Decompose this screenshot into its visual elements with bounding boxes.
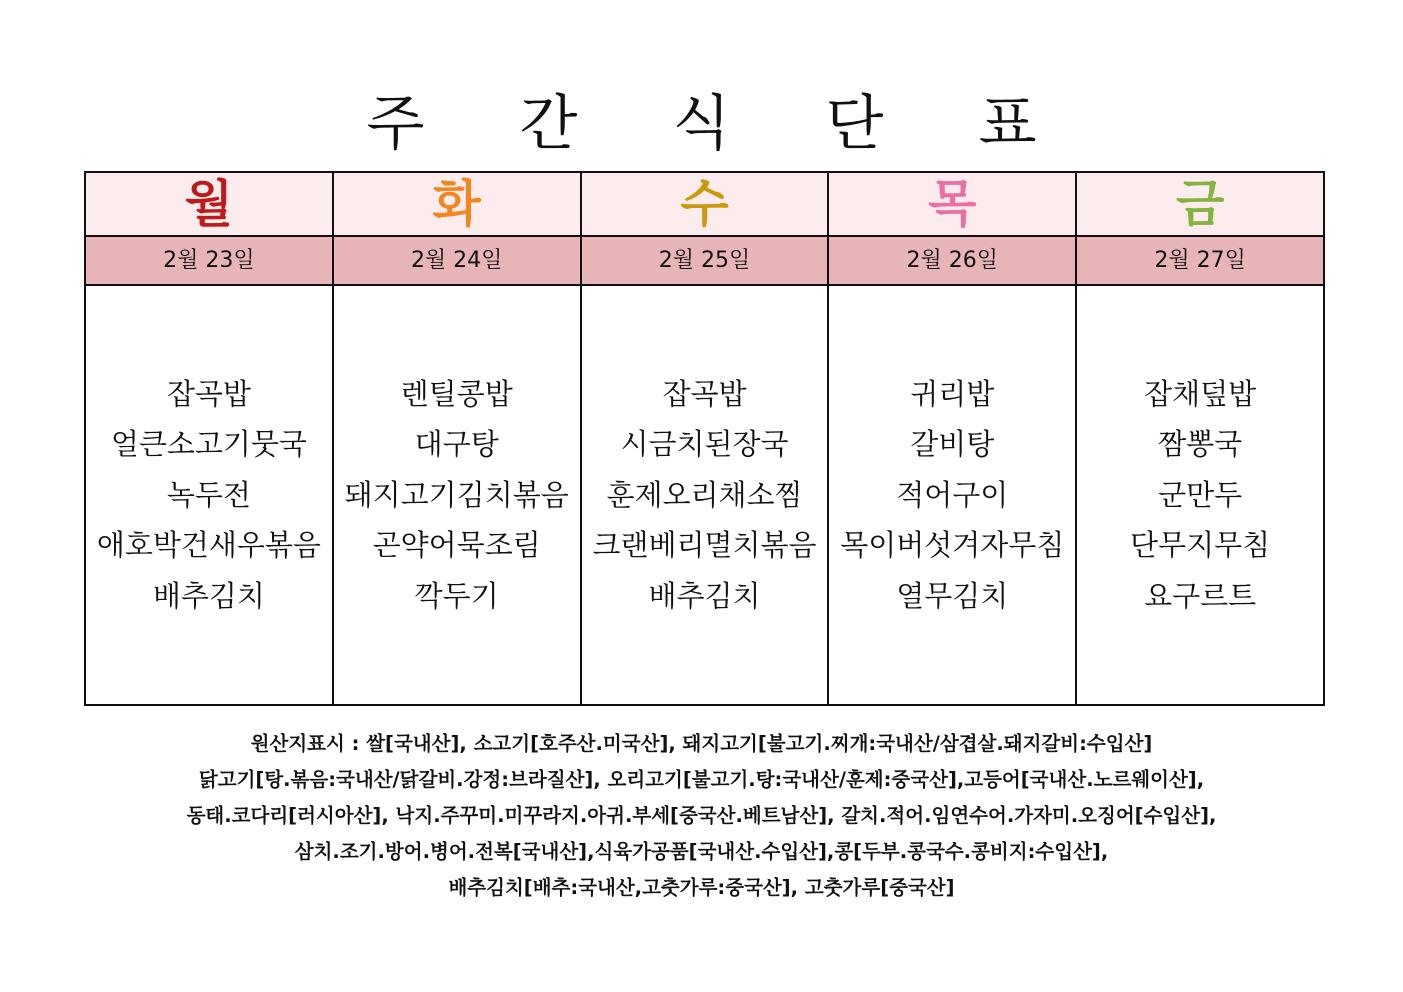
- origin-notice-line: 배추김치[배추:국내산,고춧가루:중국산], 고춧가루[중국산]: [448, 876, 955, 899]
- menu-item: 깍두기: [414, 578, 499, 613]
- menu-item: 애호박건새우볶음: [96, 528, 321, 563]
- origin-notice-line: 원산지표시 : 쌀[국내산], 소고기[호주산.미국산], 돼지고기[불고기.찌개:국내산/삼겹살.돼지갈비:수입산]: [250, 732, 1153, 755]
- menu-list-fri: [1077, 369, 1323, 622]
- menu-item: 갈비탕: [910, 427, 995, 462]
- menu-item: 짬뽕국: [1158, 427, 1243, 462]
- weekly-menu-table: [84, 171, 1325, 706]
- menu-item: 크랜베리멸치볶음: [592, 528, 817, 563]
- menu-item: 귀리밥: [910, 376, 995, 411]
- menu-list-tue: [334, 369, 580, 622]
- menu-item: 곤약어묵조림: [372, 528, 541, 563]
- weekday-row: [85, 172, 1324, 236]
- menu-item: 시금치된장국: [620, 427, 789, 462]
- menu-item: 단무지무침: [1130, 528, 1271, 563]
- menu-cell-mon: [85, 285, 333, 705]
- menu-list-wed: [582, 369, 828, 622]
- menu-item: 군만두: [1158, 477, 1243, 512]
- menu-item: 돼지고기김치볶음: [344, 477, 569, 512]
- weekday-thu: 목: [828, 172, 1076, 236]
- date-mon: 2월 23일: [85, 236, 333, 285]
- menu-list-thu: [829, 369, 1075, 622]
- menu-item: 배추김치: [648, 578, 761, 613]
- weekday-tue: 화: [333, 172, 581, 236]
- menu-item: 목이버섯겨자무침: [840, 528, 1065, 563]
- page-title: 주 간 식 단 표: [366, 89, 1075, 159]
- weekday-wed: 수: [581, 172, 829, 236]
- date-tue: 2월 24일: [333, 236, 581, 285]
- menu-item: 배추김치: [152, 578, 265, 613]
- menu-list-mon: [86, 369, 332, 622]
- origin-notice-line: 동태.코다리[러시아산], 낙지.주꾸미.미꾸라지.아귀.부세[중국산.베트남산], 갈치.적어.임연수어.가자미.오징어[수입산],: [186, 804, 1217, 827]
- menu-cell-thu: [828, 285, 1076, 705]
- menu-item: 대구탕: [414, 427, 499, 462]
- origin-notice-line: 삼치.조기.방어.병어.전복[국내산],식육가공품[국내산.수입산],콩[두부.콩국수.콩비지:수입산],: [294, 840, 1109, 863]
- menu-item: 요구르트: [1144, 578, 1257, 613]
- menu-item: 잡곡밥: [166, 376, 251, 411]
- menu-item: 렌틸콩밥: [400, 376, 513, 411]
- date-fri: 2월 27일: [1076, 236, 1324, 285]
- menu-cell-tue: [333, 285, 581, 705]
- date-row: [85, 236, 1324, 285]
- menu-cell-wed: [581, 285, 829, 705]
- menu-item: 녹두전: [166, 477, 251, 512]
- weekday-mon: 월: [85, 172, 333, 236]
- menu-cell-fri: [1076, 285, 1324, 705]
- origin-notice-line: 닭고기[탕.볶음:국내산/닭갈비.강정:브라질산], 오리고기[불고기.탕:국내산/훈제:중국산],고등어[국내산.노르웨이산],: [198, 768, 1205, 791]
- date-thu: 2월 26일: [828, 236, 1076, 285]
- menu-item: 잡채덮밥: [1144, 376, 1257, 411]
- origin-notice: [0, 726, 1403, 906]
- weekday-fri: 금: [1076, 172, 1324, 236]
- menu-item: 얼큰소고기뭇국: [110, 427, 307, 462]
- menu-item: 훈제오리채소찜: [606, 477, 803, 512]
- menu-item: 열무김치: [896, 578, 1009, 613]
- menu-item: 잡곡밥: [662, 376, 747, 411]
- date-wed: 2월 25일: [581, 236, 829, 285]
- menu-item: 적어구이: [896, 477, 1009, 512]
- menu-row: [85, 285, 1324, 705]
